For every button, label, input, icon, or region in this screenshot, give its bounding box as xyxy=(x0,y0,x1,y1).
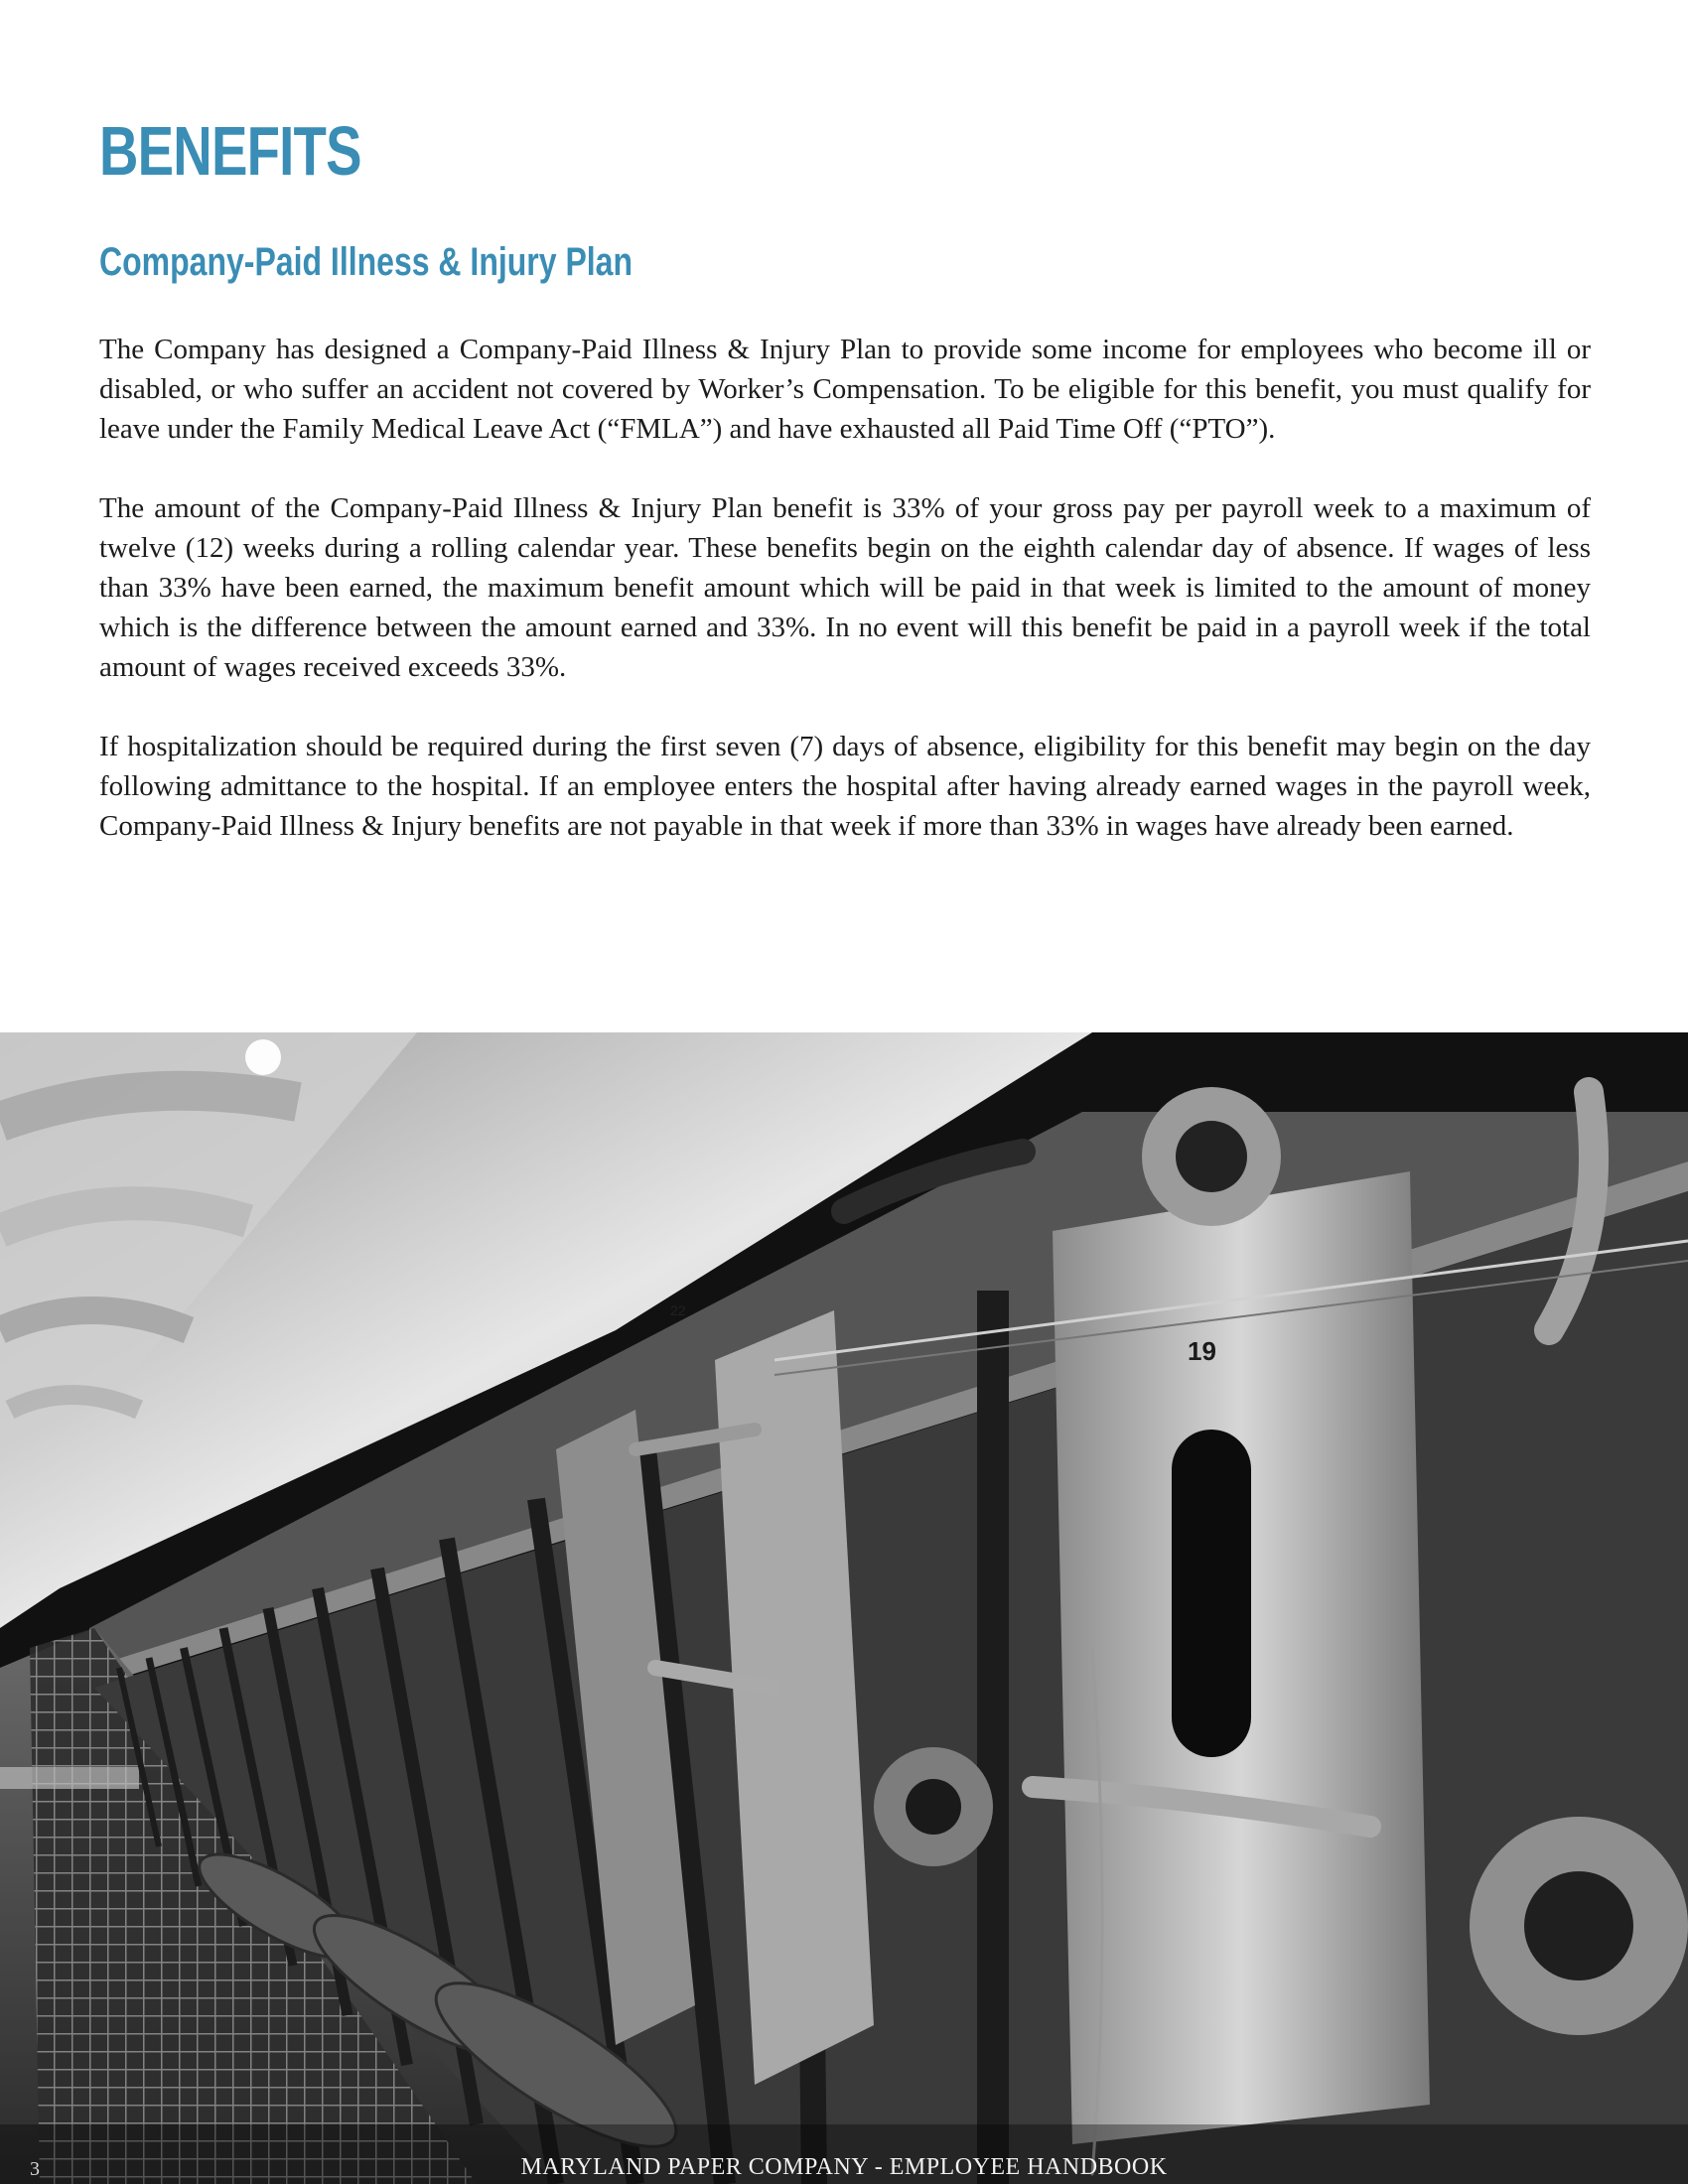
paragraph-eligibility: The Company has designed a Company-Paid Illness & Injury Plan to provide some income for employees who become ill or disabled, or who suffer an accident not covered by Worker’s Compensation. To be eligible for this benefit, you must qualify for leave under the Family Medical Leave Act (“FMLA”) and have exhausted all Paid Time Off (“PTO”). xyxy=(99,334,1591,445)
page-number: 3 xyxy=(30,2158,40,2180)
machine-label-19: 19 xyxy=(1188,1336,1216,1366)
machine-label-22: 22 xyxy=(670,1302,686,1318)
paragraph-hospitalization: If hospitalization should be required during the first seven (7) days of absence, eligibility for this benefit may begin on the day following admittance to the hospital. If an employee enters the hospital after having already earned wages in the payroll week, Company-Paid Illness & Injury benefits are not payable in that week if more than 33% in wages have already been earned. xyxy=(99,731,1591,842)
paragraph-benefit-amount: The amount of the Company-Paid Illness & Injury Plan benefit is 33% of your gross pay per payroll week to a maximum of twelve (12) weeks during a rolling calendar year. These benefits begin on the eighth calendar day of absence. If wages of less than 33% have been earned, the maximum benefit amount which will be paid in that week is limited to the amount of money which is the difference between the amount earned and 33%. In no event will this benefit be paid in a payroll week if the total amount of wages received exceeds 33%. xyxy=(99,492,1591,683)
section-heading: Company-Paid Illness & Injury Plan xyxy=(99,240,633,284)
page-title: BENEFITS xyxy=(99,112,361,190)
body-text xyxy=(99,330,1591,886)
footer-text: MARYLAND PAPER COMPANY - EMPLOYEE HANDBOOK xyxy=(520,2154,1168,2180)
industrial-machinery-photo xyxy=(0,1032,1688,2184)
